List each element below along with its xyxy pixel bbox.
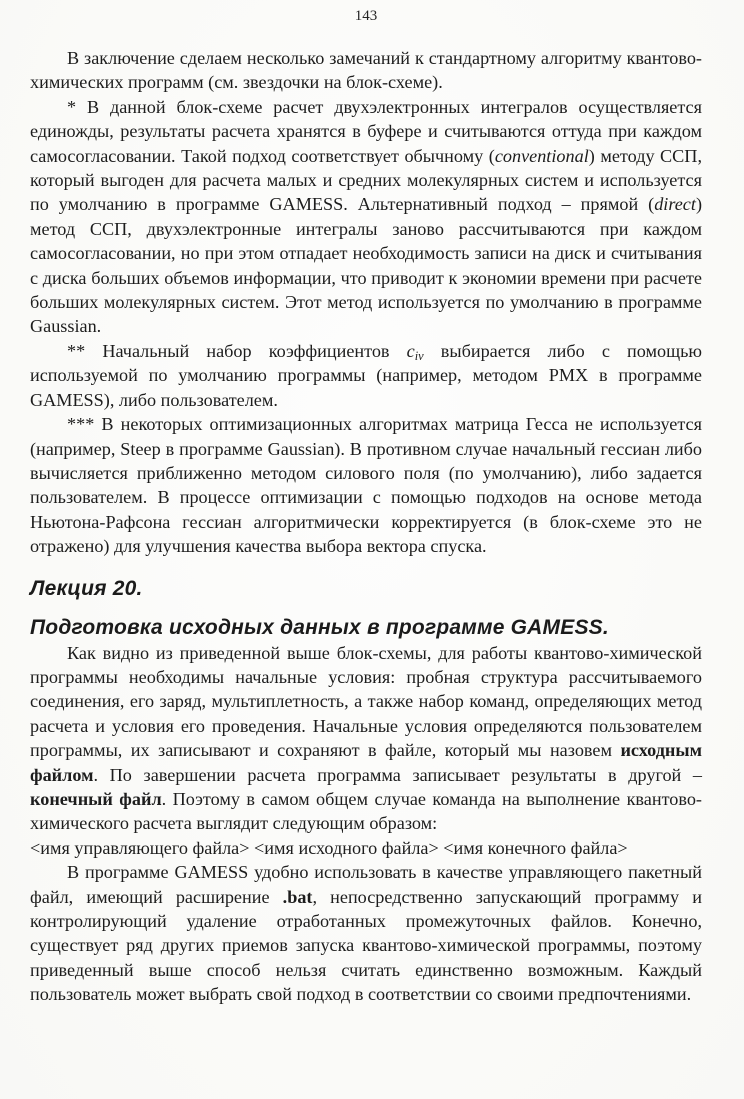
footnote-star-text-1: * В данной блок-схеме расчет двухэлектронных интегралов осуществляется единожды, результаты расчета хранятся в буфере и считываются оттуда при каждом самосогласовании. Такой подход соответствует обычному (: [30, 96, 702, 166]
text-block: [30, 46, 702, 1007]
term-output-file: конечный файл: [30, 788, 162, 809]
footnote-triple-star-text: *** В некоторых оптимизационных алгоритмах матрица Гесса не используется (например, Steep в программе Gaussian). В противном случае начальный гессиан либо вычисляется приближенно методом силового поля (по умолчанию), либо задается пользователем. В процессе оптимизации с помощью подходов на основе метода Ньютона-Рафсона гессиан алгоритмически корректируется (в блок-схеме это не отражено) для улучшения качества выбора вектора спуска.: [30, 414, 702, 557]
command-template-line: <имя управляющего файла> <имя исходного файла> <имя конечного файла>: [30, 837, 628, 858]
coefficient-symbol: c: [406, 340, 415, 361]
term-direct: direct: [654, 194, 696, 215]
footnote-star-text-3: ) метод ССП, двухэлектронные интегралы заново рассчитываются при каждом самосогласовании, но при этом отпадает необходимость записи на диск и считывания с диска больших объемов информации, что приводит к экономии времени при расчете больших молекулярных систем. Этот метод используется по умолчанию в программе Gaussian.: [30, 194, 702, 337]
lecture-heading: Лекция 20.: [30, 576, 143, 600]
footnote-star-text-2: ) методу ССП, который выгоден для расчета малых и средних молекулярных систем и используется по умолчанию в программе GAMESS. Альтернативный подход – прямой (: [30, 145, 702, 215]
paragraph-input-files-text-3: . Поэтому в самом общем случае команда на выполнение квантово-химического расчета выглядит следующим образом:: [30, 788, 702, 834]
paragraph-bat-file: [30, 860, 702, 1006]
footnote-double-star-text-2: выбирается либо с помощью используемой по умолчанию программы (например, методом РМХ в программе GAMESS), либо пользователем.: [30, 340, 703, 410]
footnote-double-star: [30, 339, 702, 412]
paragraph-input-files: [30, 641, 702, 836]
page-number: 143: [354, 8, 378, 24]
paragraph-bat-file-text-2: , непосредственно запускающий программу и контролирующий удаление отработанных промежуточных файлов. Конечно, существует ряд других приемов запуска квантово-химической программы, поэтому приведенный выше способ нельзя считать единственно возможным. Каждый пользователь может выбрать свой подход в соответствии со своими предпочтениями.: [30, 886, 702, 1005]
paragraph-input-files-text-1: Как видно из приведенной выше блок-схемы, для работы квантово-химической программы необходимы начальные условия: пробная структура рассчитываемого соединения, его заряд, мультиплетность, а также набор команд, определяющих метод расчета и условия его проведения. Начальные условия определяются пользователем программы, их записывают и сохраняют в файле, который мы назовем: [30, 642, 702, 761]
footnote-double-star-text-1: ** Начальный набор коэффициентов: [67, 340, 407, 361]
footnote-triple-star: [30, 412, 702, 558]
paragraph-conclusion: [30, 46, 702, 95]
paragraph-bat-file-text-1: В программе GAMESS удобно использовать в качестве управляющего пакетный файл, имеющий расширение: [30, 862, 702, 907]
paragraph-input-files-text-2: . По завершении расчета программа записывает результаты в другой –: [93, 764, 702, 785]
paragraph-conclusion-text: В заключение сделаем несколько замечаний к стандартному алгоритму квантово-химических программ (см. звездочки на блок-схеме).: [30, 48, 702, 93]
term-bat-extension: .bat: [282, 886, 313, 907]
lecture-subheading: Подготовка исходных данных в программе GAMESS.: [30, 615, 609, 639]
footnote-star: [30, 95, 702, 339]
term-input-file: исходным файлом: [30, 740, 702, 785]
term-conventional: conventional: [494, 145, 589, 166]
coefficient-subscript: iν: [414, 348, 424, 363]
